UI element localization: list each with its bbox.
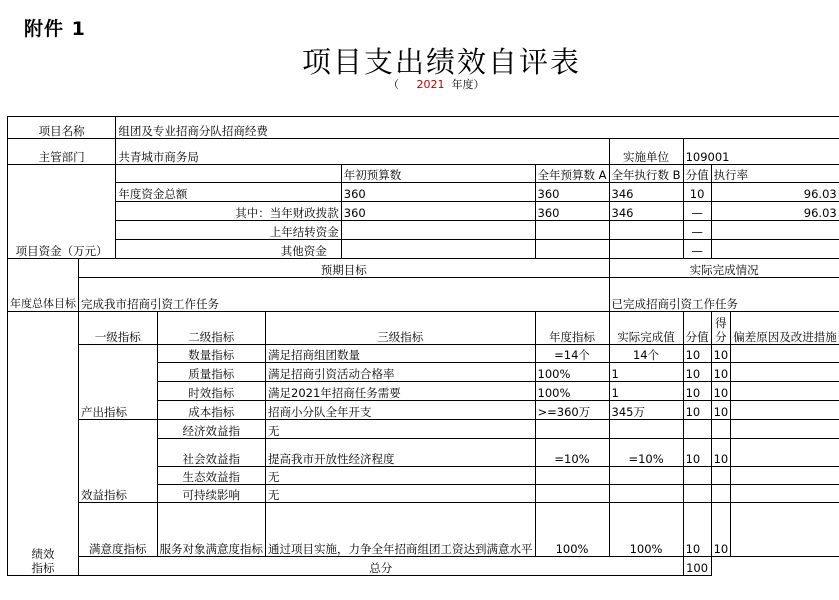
level2-cell: 服务对象满意度指标 <box>157 503 266 557</box>
col-points: 分值 <box>683 312 711 345</box>
funds-initial: 360 <box>341 183 535 202</box>
actual-cell: 14个 <box>609 345 683 363</box>
impl-label: 实施单位 <box>609 139 683 165</box>
funds-score: — <box>683 221 711 240</box>
actual-goal-label: 实际完成情况 <box>609 259 839 278</box>
target-cell: =10% <box>535 439 609 467</box>
score-cell: 10 <box>711 382 731 401</box>
funds-full: 360 <box>535 202 609 221</box>
level3-cell: 招商小分队全年开支 <box>266 401 536 420</box>
level3-cell: 提高我市开放性经济程度 <box>266 439 536 467</box>
year-open: （ <box>388 78 399 91</box>
expected-goal-label: 预期目标 <box>79 259 610 278</box>
actual-cell: 100% <box>609 503 683 557</box>
funds-score: — <box>683 240 711 259</box>
expected-goal: 完成我市招商引资工作任务 <box>79 278 610 312</box>
actual-cell: 345万 <box>609 401 683 420</box>
funds-row-label: 其中：当年财政拨款 <box>116 202 341 221</box>
benefit-label: 效益指标 <box>79 420 158 503</box>
target-cell: 100% <box>535 382 609 401</box>
points-cell: 10 <box>683 401 711 420</box>
funds-exec: 346 <box>609 202 683 221</box>
target-cell: 100% <box>535 363 609 382</box>
level3-cell: 无 <box>266 420 536 439</box>
funds-initial: 360 <box>341 202 535 221</box>
funds-label: 项目资金（万元） <box>8 165 116 259</box>
funds-exec: 346 <box>609 183 683 202</box>
dept-label: 主管部门 <box>8 139 116 165</box>
points-cell: 10 <box>683 439 711 467</box>
col-reason: 偏差原因及改进措施 <box>731 312 839 345</box>
actual-goal: 已完成招商引资工作任务 <box>609 278 839 312</box>
funds-score: — <box>683 202 711 221</box>
col-full-budget: 全年预算数 A <box>535 165 609 183</box>
level3-cell: 满足招商组团数量 <box>266 345 536 363</box>
col-level3: 三级指标 <box>266 312 536 345</box>
attachment-label: 附件 1 <box>24 18 86 40</box>
year-close: 年度） <box>451 78 485 91</box>
col-exec: 全年执行数 B <box>609 165 683 183</box>
col-score: 分值 <box>683 165 711 183</box>
funds-score: 10 <box>683 183 711 202</box>
points-cell: 10 <box>683 363 711 382</box>
funds-row-label: 其他资金 <box>116 240 341 259</box>
level2-cell: 经济效益指 <box>157 420 266 439</box>
page-title: 项目支出绩效自评表 <box>302 45 582 79</box>
output-label: 产出指标 <box>79 345 158 420</box>
points-cell: 10 <box>683 382 711 401</box>
indicators-label: 绩效指标 <box>8 312 79 576</box>
impl-value: 109001 <box>683 139 839 165</box>
score-cell: 10 <box>711 401 731 420</box>
level3-cell: 满足招商引资活动合格率 <box>266 363 536 382</box>
level2-cell: 质量指标 <box>157 363 266 382</box>
col-rate: 执行率 <box>711 165 839 183</box>
dept-value: 共青城市商务局 <box>116 139 609 165</box>
score-cell: 10 <box>711 503 731 557</box>
funds-row-label: 年度资金总额 <box>116 183 341 202</box>
level2-cell: 可持续影响 <box>157 485 266 503</box>
level3-cell: 通过项目实施，力争全年招商组团工资达到满意水平 <box>266 503 536 557</box>
goals-label: 年度总体目标 <box>8 259 79 312</box>
actual-cell: 1 <box>609 363 683 382</box>
evaluation-table <box>7 116 839 576</box>
year-line <box>388 76 484 92</box>
actual-cell: =10% <box>609 439 683 467</box>
col-score: 得分 <box>711 312 731 345</box>
funds-full: 360 <box>535 183 609 202</box>
level2-cell: 成本指标 <box>157 401 266 420</box>
target-cell: =14个 <box>535 345 609 363</box>
level3-cell: 满足2021年招商任务需要 <box>266 382 536 401</box>
col-target: 年度指标 <box>535 312 609 345</box>
points-cell: 10 <box>683 503 711 557</box>
score-cell: 10 <box>711 363 731 382</box>
target-cell: 100% <box>535 503 609 557</box>
level2-cell: 数量指标 <box>157 345 266 363</box>
col-level1: 一级指标 <box>79 312 158 345</box>
target-cell: >=360万 <box>535 401 609 420</box>
points-cell: 10 <box>683 345 711 363</box>
score-cell: 10 <box>711 439 731 467</box>
year-value: 2021 <box>416 78 445 91</box>
project-name-label: 项目名称 <box>8 117 116 139</box>
total-label: 总分 <box>79 557 684 576</box>
total-value: 100 <box>683 557 711 576</box>
level3-cell: 无 <box>266 485 536 503</box>
level2-cell: 社会效益指 <box>157 439 266 467</box>
score-cell: 10 <box>711 345 731 363</box>
col-initial-budget: 年初预算数 <box>341 165 535 183</box>
level2-cell: 时效指标 <box>157 382 266 401</box>
col-actual: 实际完成值 <box>609 312 683 345</box>
col-level2: 二级指标 <box>157 312 266 345</box>
funds-row-label: 上年结转资金 <box>116 221 341 240</box>
level3-cell: 无 <box>266 467 536 485</box>
actual-cell: 1 <box>609 382 683 401</box>
project-name: 组团及专业招商分队招商经费 <box>116 117 839 139</box>
funds-rate: 96.03 <box>711 202 839 221</box>
satisfaction-label: 满意度指标 <box>79 503 158 557</box>
funds-rate: 96.03 <box>711 183 839 202</box>
level2-cell: 生态效益指 <box>157 467 266 485</box>
